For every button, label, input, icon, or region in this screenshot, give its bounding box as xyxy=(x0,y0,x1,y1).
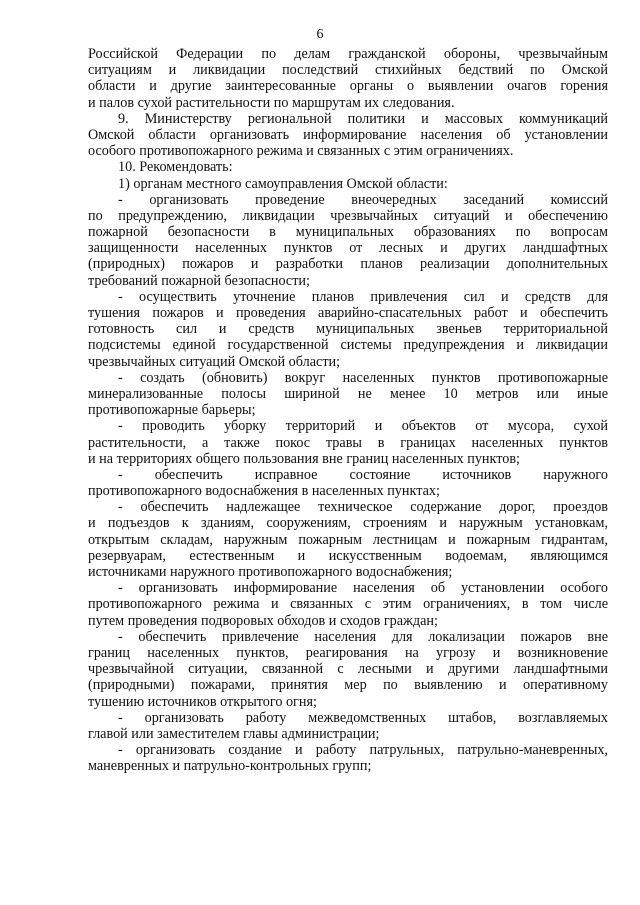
text-line: ситуациям и ликвидации последствий стихийных бедствий по Омской xyxy=(88,62,608,79)
text-line: и на территориях общего пользования вне границ населенных пунктов; xyxy=(88,450,520,467)
text-line: главой или заместителем главы администрации; xyxy=(88,725,380,742)
text-line: особого противопожарного режима и связанных с этим ограничениях. xyxy=(88,143,514,160)
text-line: подсистемы единой государственной системы предупреждения и ликвидации xyxy=(88,337,608,354)
text-line: противопожарного водоснабжения в населенных пунктах; xyxy=(88,483,440,500)
text-line: - организовать создание и работу патрульных, патрульно-маневренных, xyxy=(118,742,608,759)
text-line: 10. Рекомендовать: xyxy=(118,159,233,176)
text-line: - создать (обновить) вокруг населенных пунктов противопожарные xyxy=(118,369,608,386)
text-line: противопожарного режима и связанных с этим ограничениях, в том числе xyxy=(88,596,608,613)
text-line: - обеспечить привлечение населения для локализации пожаров вне xyxy=(118,628,608,645)
text-line: защищенности населенных пунктов от лесных и других ландшафтных xyxy=(88,240,608,257)
text-line: растительности, а также покос травы в границах населенных пунктов xyxy=(88,434,608,451)
text-line: области и другие заинтересованные органы о выявлении очагов горения xyxy=(88,78,608,95)
text-line: - обеспечить исправное состояние источников наружного xyxy=(118,466,608,483)
text-line: тушению источников открытого огня; xyxy=(88,693,317,710)
text-line: Омской области организовать информирование населения об установлении xyxy=(88,126,608,143)
text-line: - организовать информирование населения об установлении особого xyxy=(118,580,608,597)
text-line: готовность сил и средств муниципальных звеньев территориальной xyxy=(88,321,608,338)
text-line: - проводить уборку территорий и объектов от мусора, сухой xyxy=(118,418,608,435)
text-line: по предупреждению, ликвидации чрезвычайных ситуаций и обеспечению xyxy=(88,207,608,224)
text-line: путем проведения подворовых обходов и сходов граждан; xyxy=(88,612,438,629)
text-line: - обеспечить надлежащее техническое содержание дорог, проездов xyxy=(118,499,608,516)
page-number: 6 xyxy=(316,27,324,42)
text-line: - осуществить уточнение планов привлечения сил и средств для xyxy=(118,288,608,305)
text-line: источниками наружного противопожарного водоснабжения; xyxy=(88,564,453,580)
text-line: тушения пожаров и проведения аварийно-спасательных работ и обеспечить xyxy=(88,305,608,321)
text-line: требований пожарной безопасности; xyxy=(88,272,310,289)
text-line: чрезвычайной ситуации, связанной с лесными и другими ландшафтными xyxy=(88,661,608,678)
text-line: - организовать проведение внеочередных заседаний комиссий xyxy=(118,191,608,208)
text-line: пожарной безопасности в муниципальных образованиях по вопросам xyxy=(88,224,608,241)
text-line: и палов сухой растительности по маршрутам их следования. xyxy=(88,94,455,111)
text-line: открытым складам, наружным пожарным лестницам и пожарным гидрантам, xyxy=(88,531,608,548)
text-line: 1) органам местного самоуправления Омской области: xyxy=(118,175,448,192)
text-line: противопожарные барьеры; xyxy=(88,402,256,419)
text-line: маневренных и патрульно-контрольных групп; xyxy=(88,758,372,775)
text-line: резервуарам, естественным и искусственным водоемам, являющимся xyxy=(88,547,608,564)
text-line: 9. Министерству региональной политики и массовых коммуникаций xyxy=(118,110,608,127)
text-line: и подъездов к зданиям, сооружениям, строениям и наружным установкам, xyxy=(88,515,608,532)
text-line: границ населенных пунктов, реагирования на угрозу и возникновение xyxy=(88,644,608,661)
text-line: (природных) пожаров и разработки планов реализации дополнительных xyxy=(88,256,608,273)
text-line: чрезвычайных ситуаций Омской области; xyxy=(88,353,341,370)
document-body xyxy=(88,46,608,774)
text-line: минерализованные полосы шириной не менее 10 метров или иные xyxy=(88,385,608,402)
text-line: - организовать работу межведомственных штабов, возглавляемых xyxy=(118,709,608,726)
text-line: (природными) пожарами, принятия мер по выявлению и оперативному xyxy=(88,677,608,694)
text-line: Российской Федерации по делам гражданской обороны, чрезвычайным xyxy=(88,46,608,62)
